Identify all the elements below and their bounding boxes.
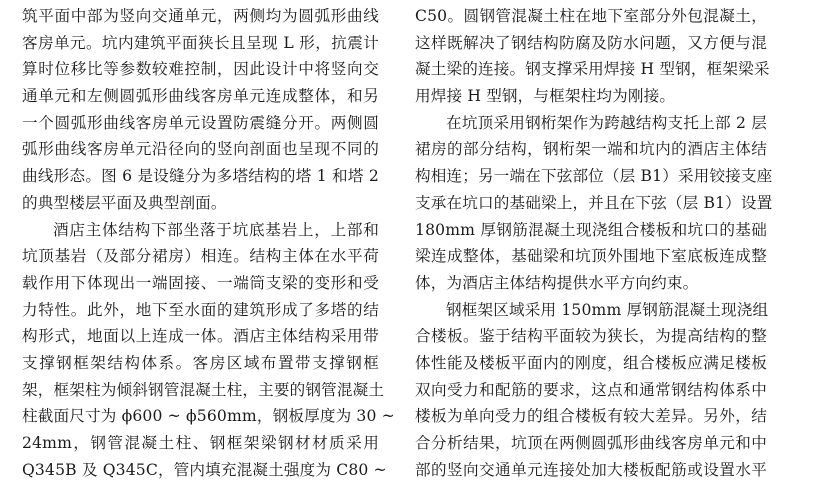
text-line: 坑顶基岩（及部分裙房）相连。结构主体在水平荷 xyxy=(22,247,379,266)
paragraph-start-line: 在坑顶采用钢桁架作为跨越结构支托上部 2 层 xyxy=(446,113,767,132)
text-line: 算时位移比等参数较难控制，因此设计中将竖向交 xyxy=(22,60,379,79)
text-line: 力特性。此外，地下至水面的建筑形成了多塔的结 xyxy=(22,300,379,319)
text-line: 柱截面尺寸为 ϕ600 ~ ϕ560mm，钢板厚度为 30 ~ xyxy=(22,407,395,426)
text-line: 通单元和左侧圆弧形曲线客房单元连成整体，和另 xyxy=(22,87,379,106)
left-text-column xyxy=(22,3,395,483)
text-line: 部的竖向交通单元连接处加大楼板配筋或设置水平 xyxy=(415,460,767,479)
text-line: 合楼板。鉴于结构平面较为狭长，为提高结构的整 xyxy=(415,327,767,346)
text-line: 用焊接 H 型钢，与框架柱均为刚接。 xyxy=(415,87,676,106)
text-line: 弧形曲线客房单元沿径向的竖向剖面也呈现不同的 xyxy=(22,140,379,159)
text-line: 一个圆弧形曲线客房单元设置防震缝分开。两侧圆 xyxy=(22,113,379,132)
right-text-column xyxy=(415,3,773,483)
text-line: 载作用下体现出一端固接、一端筒支梁的变形和受 xyxy=(22,273,379,292)
text-line: 凝土梁的连接。钢支撑采用焊接 H 型钢，框架梁采 xyxy=(415,60,770,79)
text-line: 这样既解决了钢结构防腐及防水问题，又方便与混 xyxy=(415,33,767,52)
text-line: 支承在坑口的基础梁上，并且在下弦（层 B1）设置 xyxy=(415,193,773,212)
text-line: 24mm，钢管混凝土柱、钢框架梁钢材材质采用 xyxy=(22,434,379,452)
text-line: 客房单元。坑内建筑平面狭长且呈现 L 形，抗震计 xyxy=(22,33,379,52)
text-line: C50。圆钢管混凝土柱在地下室部分外包混凝土， xyxy=(415,7,767,25)
text-line: 的典型楼层平面及典型剖面。 xyxy=(22,193,227,212)
text-line: 双向受力和配筋的要求，这点和通常钢结构体系中 xyxy=(415,380,767,399)
text-line: 体，为酒店主体结构提供水平方向约束。 xyxy=(415,273,699,292)
text-line: 楼板为单向受力的组合楼板有较大差异。另外，结 xyxy=(415,407,767,426)
text-line: Q345B 及 Q345C，管内填充混凝土强度为 C80 ~ xyxy=(22,460,387,479)
paragraph-start-line: 钢框架区域采用 150mm 厚钢筋混凝土现浇组 xyxy=(446,300,769,319)
text-line: 曲线形态。图 6 是设缝分为多塔结构的塔 1 和塔 2 xyxy=(22,167,379,186)
text-line: 梁连成整体，基础梁和坑顶外围地下室底板连成整 xyxy=(415,247,767,266)
text-line: 构相连；另一端在下弦部位（层 B1）采用铰接支座 xyxy=(415,167,773,186)
text-line: 支撑钢框架结构体系。客房区域布置带支撑钢框 xyxy=(22,353,379,372)
paragraph-start-line: 酒店主体结构下部坐落于坑底基岩上，上部和 xyxy=(53,220,379,239)
text-line: 体性能及楼板平面内的刚度，组合楼板应满足楼板 xyxy=(415,353,767,372)
text-line: 180mm 厚钢筋混凝土现浇组合楼板和坑口的基础 xyxy=(415,220,767,239)
text-line: 裙房的部分结构，钢桁架一端和坑内的酒店主体结 xyxy=(415,140,767,159)
text-line: 合分析结果，坑顶在两侧圆弧形曲线客房单元和中 xyxy=(415,434,767,452)
text-line: 筑平面中部为竖向交通单元，两侧均为圆弧形曲线 xyxy=(22,7,379,25)
text-line: 架，框架柱为倾斜钢管混凝土柱，主要的钢管混凝土 xyxy=(22,380,385,399)
text-line: 构形式，地面以上连成一体。酒店主体结构采用带 xyxy=(22,327,379,346)
